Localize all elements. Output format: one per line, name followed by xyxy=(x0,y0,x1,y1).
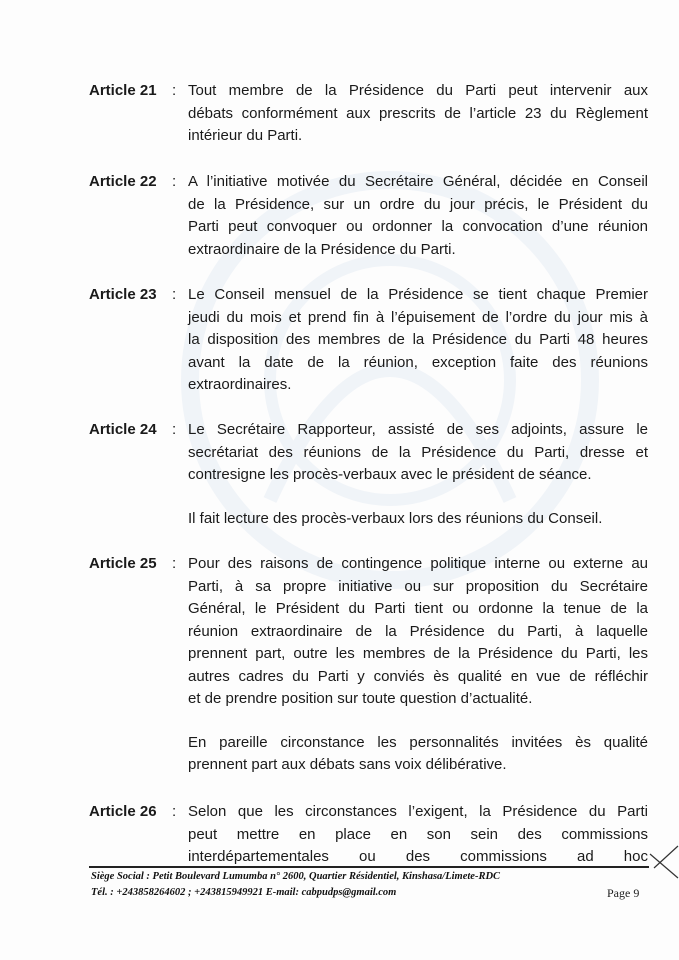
article-label: Article 26 xyxy=(89,803,157,820)
article-label: Article 25 xyxy=(89,555,157,572)
article-label: Article 21 xyxy=(89,82,157,99)
text-line: extraordinaires. xyxy=(188,376,292,393)
text-line: de la Présidence, sur un ordre du jour précis, le Président du xyxy=(188,195,648,213)
page-number: Page 9 xyxy=(607,886,640,900)
text-line: Le Secrétaire Rapporteur, assisté de ses adjoints, assure le xyxy=(188,421,648,438)
text-line: avant la date de la réunion, exception faite des réunions xyxy=(188,353,648,371)
footer-address: Siège Social : Petit Boulevard Lumumba n° 2600, Quartier Résidentiel, Kinshasa/Limete-RDC xyxy=(91,871,501,882)
article-label: Article 23 xyxy=(89,286,157,303)
text-line: peut mettre en place en son sein des commissions xyxy=(188,825,648,843)
text-line: Tout membre de la Présidence du Parti peut intervenir aux xyxy=(188,82,648,99)
text-line: Le Conseil mensuel de la Présidence se tient chaque Premier xyxy=(188,286,648,303)
text-line: prennent part, outre les membres de la Présidence du Parti, les xyxy=(188,645,648,662)
article-colon: : xyxy=(172,82,177,99)
article-body xyxy=(188,801,648,869)
footer-divider xyxy=(89,866,649,868)
article-body xyxy=(188,171,648,261)
text-line: la disposition des membres de la Présidence du Parti 48 heures xyxy=(188,331,648,348)
text-line: interdépartementales ou des commissions ad hoc xyxy=(188,848,648,865)
text-line: Il fait lecture des procès-verbaux lors des réunions du Conseil. xyxy=(188,509,603,527)
article-colon: : xyxy=(172,173,177,190)
article-body xyxy=(188,419,648,530)
text-line: Général, le Président du Parti tient ou ordonne la tenue de la xyxy=(188,600,648,617)
article-colon: : xyxy=(172,555,177,572)
text-line: secrétariat des réunions de la Présidence du Parti, dresse et xyxy=(188,443,648,461)
text-line: extraordinaire de la Présidence du Parti. xyxy=(188,240,456,258)
footer-contact: Tél. : +243858264602 ; +243815949921 E-mail: cabpudps@gmail.com xyxy=(91,887,397,898)
text-line: Parti, à sa propre initiative ou sur proposition du Secrétaire xyxy=(188,577,648,595)
corner-cross-mark xyxy=(648,838,679,884)
text-line: A l’initiative motivée du Secrétaire Général, décidée en Conseil xyxy=(188,173,648,190)
text-line: Pour des raisons de contingence politique interne ou externe au xyxy=(188,555,648,572)
article-label: Article 24 xyxy=(89,421,157,438)
text-line: contresigne les procès-verbaux avec le président de séance. xyxy=(188,466,592,483)
text-line: et de prendre position sur toute question d’actualité. xyxy=(188,690,533,707)
article-colon: : xyxy=(172,286,177,303)
article-colon: : xyxy=(172,803,177,820)
text-line: Selon que les circonstances l’exigent, la Présidence du Parti xyxy=(188,803,648,820)
text-line: jeudi du mois et prend fin à l’épuisement de l’ordre du jour mis à xyxy=(188,308,648,326)
text-line: autres cadres du Parti y conviés ès qualité en vue de réfléchir xyxy=(188,667,648,685)
article-body xyxy=(188,553,648,777)
article-label: Article 22 xyxy=(89,173,157,190)
text-line: En pareille circonstance les personnalités invitées ès qualité xyxy=(188,733,648,751)
text-line: réunion extraordinaire de la Présidence du Parti, à laquelle xyxy=(188,622,648,640)
text-line: débats conformément aux prescrits de l’article 23 du Règlement xyxy=(188,104,648,122)
article-body xyxy=(188,284,648,397)
text-line: prennent part aux débats sans voix délibérative. xyxy=(188,756,507,773)
text-line: intérieur du Parti. xyxy=(188,127,303,144)
article-colon: : xyxy=(172,421,177,438)
text-line: Parti peut convoquer ou ordonner la convocation d’une réunion xyxy=(188,218,648,235)
article-body xyxy=(188,80,648,148)
